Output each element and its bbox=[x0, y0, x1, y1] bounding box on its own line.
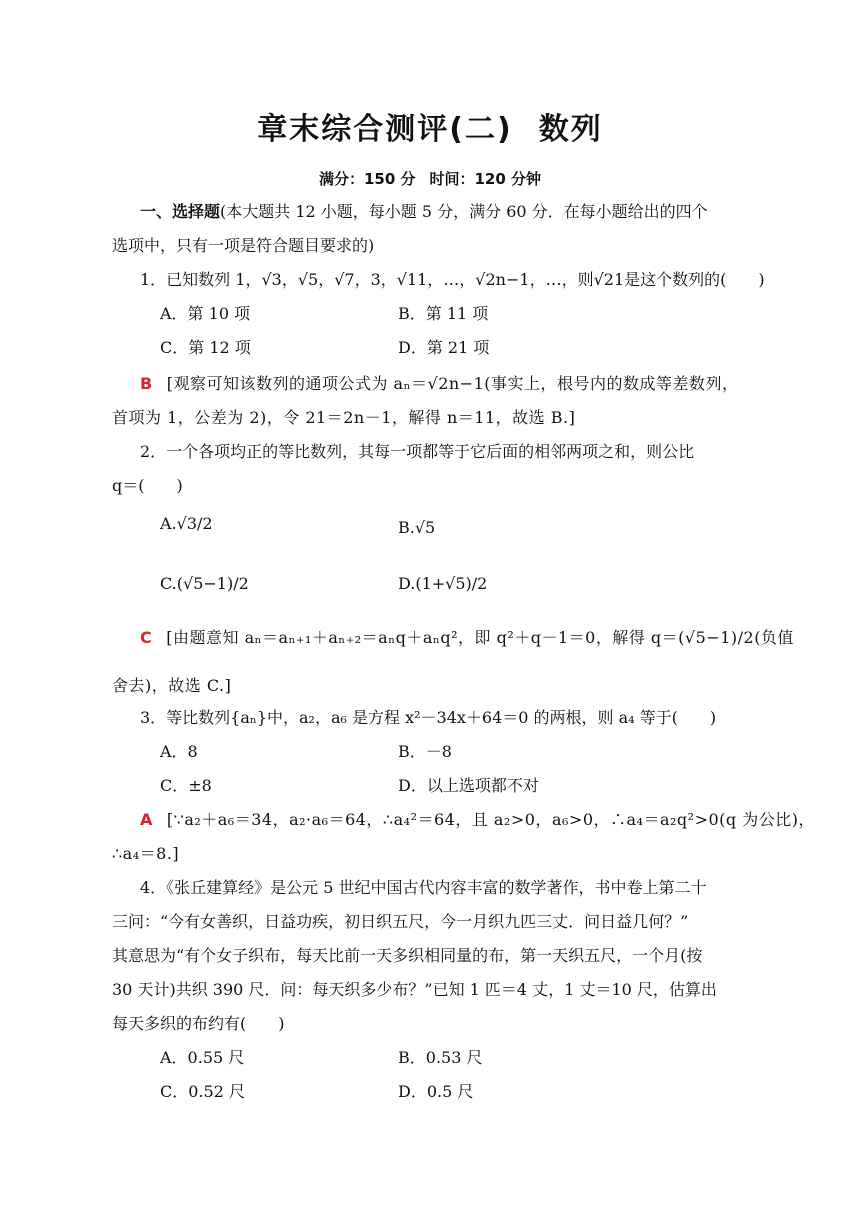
section-desc-1: (本大题共 12 小题，每小题 5 分，满分 60 分．在每小题给出的四个 bbox=[220, 202, 708, 221]
q1-explanation-2: 首项为 1，公差为 2)，令 21＝2n－1，解得 n＝11，故选 B.] bbox=[112, 408, 576, 427]
q3-option-a: A．8 bbox=[160, 742, 198, 761]
q2-option-a: A.√3/2 bbox=[160, 514, 213, 533]
question-1-stem: 1．已知数列 1，√3，√5，√7，3，√11，…，√2n−1，…，则√21是这个数列的( ) bbox=[140, 270, 765, 289]
q1-explanation-1 bbox=[140, 374, 790, 394]
q1-option-c: C．第 12 项 bbox=[160, 338, 251, 357]
q2-expl-text-1: [由题意知 aₙ＝aₙ₊₁＋aₙ₊₂＝aₙq＋aₙq²，即 q²＋q－1＝0，解得 q＝(√5−1)/2(负值 bbox=[166, 628, 794, 647]
title-main: 章末综合测评(二) bbox=[257, 112, 513, 147]
page-title bbox=[0, 104, 860, 148]
question-4-line-4: 30 天计)共织 390 尺．问：每天织多少布？”已知 1 匹＝4 丈，1 丈＝10 尺，估算出 bbox=[112, 980, 717, 999]
q2-option-d: D.(1+√5)/2 bbox=[398, 574, 488, 593]
q2-answer: C bbox=[140, 628, 153, 647]
title-sub: 数列 bbox=[538, 112, 603, 147]
section-label: 一、选择题 bbox=[140, 202, 221, 221]
q2-option-c: C.(√5−1)/2 bbox=[160, 574, 249, 593]
question-2-stem-2: q＝( ) bbox=[112, 476, 183, 495]
q1-expl-text-1: [观察可知该数列的通项公式为 aₙ＝√2n−1(事实上，根号内的数成等差数列， bbox=[166, 374, 739, 393]
q4-option-d: D．0.5 尺 bbox=[398, 1082, 474, 1101]
q3-explanation-2: ∴a₄＝8.] bbox=[112, 844, 180, 863]
q1-answer: B bbox=[140, 374, 153, 393]
question-4-line-5: 每天多织的布约有( ) bbox=[112, 1014, 285, 1033]
q3-option-c: C．±8 bbox=[160, 776, 212, 795]
q3-explanation-1 bbox=[140, 810, 815, 830]
q3-expl-text-1: [∵a₂＋a₆＝34，a₂·a₆＝64，∴a₄²＝64，且 a₂>0，a₆>0，∴a₄＝a₂q²>0(q 为公比)， bbox=[166, 810, 815, 829]
question-4-line-1: 4．《张丘建算经》是公元 5 世纪中国古代内容丰富的数学著作，书中卷上第二十 bbox=[140, 878, 707, 897]
q4-option-c: C．0.52 尺 bbox=[160, 1082, 245, 1101]
question-2-stem-1: 2．一个各项均正的等比数列，其每一项都等于它后面的相邻两项之和，则公比 bbox=[140, 442, 695, 461]
q1-option-b: B．第 11 项 bbox=[398, 304, 489, 323]
q3-answer: A bbox=[140, 810, 153, 829]
q3-option-b: B．－8 bbox=[398, 742, 452, 761]
q3-option-d: D．以上选项都不对 bbox=[398, 776, 539, 795]
q2-option-b: B.√5 bbox=[398, 518, 436, 537]
question-3-stem: 3．等比数列{aₙ}中，a₂，a₆ 是方程 x²－34x＋64＝0 的两根，则 a₄ 等于( ) bbox=[140, 708, 717, 727]
section-header bbox=[140, 202, 790, 222]
question-4-line-2: 三问：“今有女善织，日益功疾，初日织五尺，今一月织九匹三丈．问日益几何？” bbox=[112, 912, 689, 931]
question-4-line-3: 其意思为“有个女子织布，每天比前一天多织相同量的布，第一天织五尺，一个月(按 bbox=[112, 946, 703, 965]
exam-meta bbox=[0, 168, 860, 189]
q2-explanation-1 bbox=[140, 628, 794, 648]
q4-option-b: B．0.53 尺 bbox=[398, 1048, 483, 1067]
q4-option-a: A．0.55 尺 bbox=[160, 1048, 245, 1067]
q2-explanation-2: 舍去)，故选 C.] bbox=[112, 676, 232, 695]
q1-option-d: D．第 21 项 bbox=[398, 338, 490, 357]
section-desc-2: 选项中，只有一项是符合题目要求的) bbox=[112, 236, 375, 255]
q1-option-a: A．第 10 项 bbox=[160, 304, 251, 323]
time-text: 时间：120 分钟 bbox=[429, 170, 542, 188]
score-text: 满分：150 分 bbox=[318, 170, 416, 188]
